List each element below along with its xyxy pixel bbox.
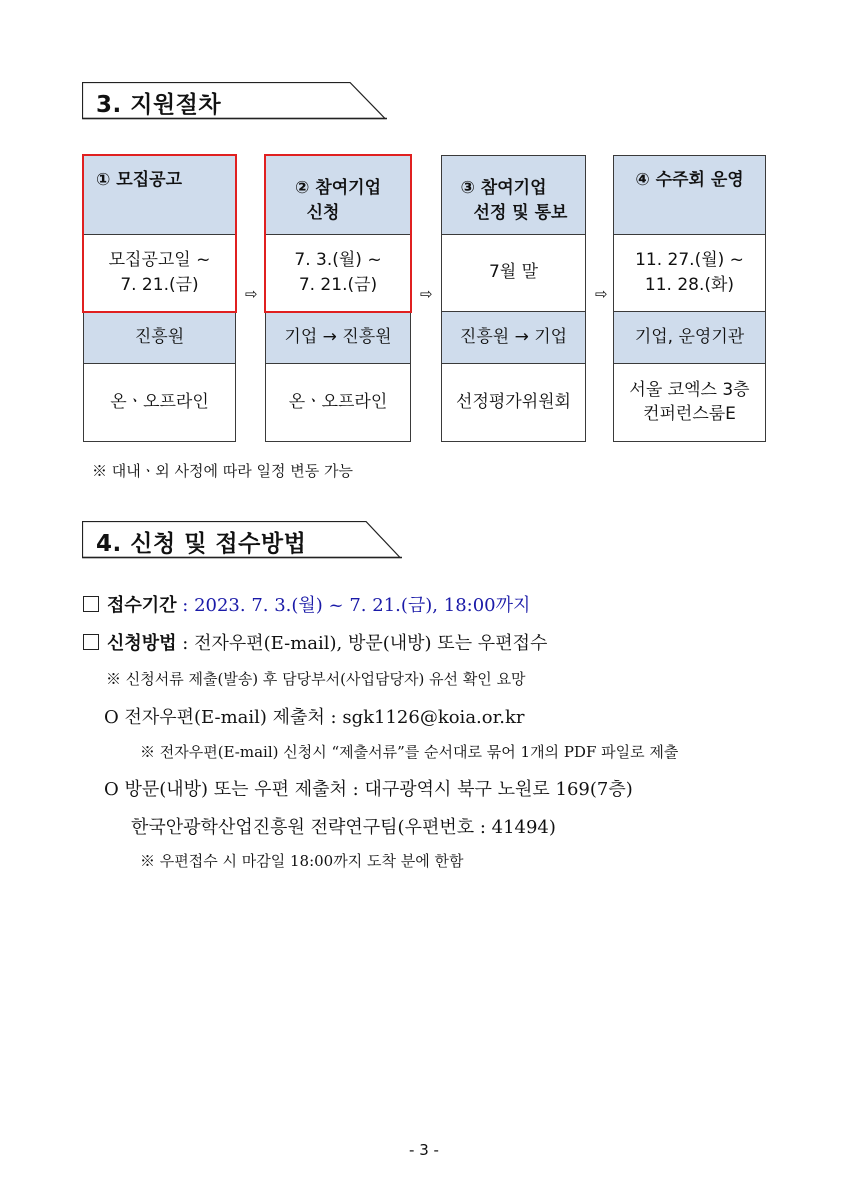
visit-note: ※ 우편접수 시 마감일 18:00까지 도착 분에 한함 — [140, 852, 464, 870]
section-3-title — [82, 82, 387, 118]
arrow-icon: ⇨ — [595, 285, 608, 303]
method-value: 전자우편(E-mail), 방문(내방) 또는 우편접수 — [194, 633, 548, 654]
step-3-date — [441, 234, 586, 312]
arrow-icon: ⇨ — [245, 285, 258, 303]
step-3-header-line2: 선정 및 통보 — [473, 203, 568, 223]
step-4-date-line2: 11. 28.(화) — [644, 275, 735, 295]
step-1-header-text: ① 모집공고 — [96, 170, 182, 190]
step-4-date — [613, 234, 766, 312]
period-line — [83, 591, 530, 617]
step-3-method-text: 선정평가위원회 — [456, 391, 571, 412]
step-2-date — [265, 234, 411, 312]
step-1-method-text: 온ㆍ오프라인 — [110, 391, 209, 412]
page-number: - 3 - — [409, 1141, 439, 1159]
step-1-method — [83, 363, 236, 442]
step-4-method — [613, 363, 766, 442]
email-note: ※ 전자우편(E-mail) 신청시 “제출서류”를 순서대로 묶어 1개의 PDF 파일로 제출 — [140, 743, 679, 761]
step-3-header-line1: ③ 참여기업 — [460, 177, 547, 198]
step-3-header — [441, 155, 586, 235]
arrow-icon: ⇨ — [420, 285, 433, 303]
section-4-title — [82, 521, 402, 557]
step-4-actor — [613, 311, 766, 364]
method-sep: : — [176, 633, 195, 654]
step-2-header-line1: ② 참여기업 — [295, 177, 381, 198]
step-4-header-text: ④ 수주회 운영 — [635, 170, 744, 190]
step-2-actor — [265, 311, 411, 364]
step-2-actor-text: 기업 → 진흥원 — [284, 326, 392, 347]
step-4-method-line2: 컨퍼런스룸E — [643, 403, 736, 424]
method-label: 신청방법 — [107, 633, 177, 654]
step-1-actor-text: 진흥원 — [134, 326, 185, 347]
method-line — [83, 629, 547, 655]
step-4-date-line1: 11. 27.(월) ~ — [635, 249, 744, 270]
step-2-method-text: 온ㆍ오프라인 — [288, 391, 388, 412]
visit-line: O 방문(내방) 또는 우편 제출처 : 대구광역시 북구 노원로 169(7층) — [104, 779, 633, 800]
section-4-title-text: 4. 신청 및 접수방법 — [96, 531, 307, 557]
step-3-actor — [441, 311, 586, 364]
step-2-date-line2: 7. 21.(금) — [298, 275, 378, 295]
section-3-title-text: 3. 지원절차 — [96, 92, 222, 118]
schedule-note: ※ 대내ㆍ외 사정에 따라 일정 변동 가능 — [92, 462, 353, 480]
step-2-date-line1: 7. 3.(월) ~ — [294, 249, 382, 270]
period-sep: : — [176, 595, 195, 616]
step-4-actor-text: 기업, 운영기관 — [634, 326, 745, 347]
step-4-method-line1: 서울 코엑스 3층 — [629, 379, 750, 400]
step-1-header — [83, 155, 236, 235]
step-1-date — [83, 234, 236, 312]
step-2-method — [265, 363, 411, 442]
step-1-date-line2: 7. 21.(금) — [120, 275, 199, 295]
step-1-actor — [83, 311, 236, 364]
step-3-actor-text: 진흥원 → 기업 — [459, 326, 568, 347]
visit-line-2: 한국안광학산업진흥원 전략연구팀(우편번호 : 41494) — [131, 817, 556, 838]
period-label: 접수기간 — [107, 595, 177, 616]
period-value: 2023. 7. 3.(월) ~ 7. 21.(금), 18:00까지 — [194, 595, 531, 616]
step-2-header-line2: 신청 — [306, 203, 340, 223]
step-3-date-line1: 7월 말 — [488, 262, 539, 283]
step-2-header — [265, 155, 411, 235]
step-3-method — [441, 363, 586, 442]
step-1-date-line1: 모집공고일 ~ — [108, 249, 211, 270]
method-note: ※ 신청서류 제출(발송) 후 담당부서(사업담당자) 유선 확인 요망 — [106, 670, 526, 688]
checkbox-square-icon — [83, 596, 99, 612]
email-line: O 전자우편(E-mail) 제출처 : sgk1126@koia.or.kr — [104, 707, 525, 728]
checkbox-square-icon — [83, 634, 99, 650]
step-4-header — [613, 155, 766, 235]
